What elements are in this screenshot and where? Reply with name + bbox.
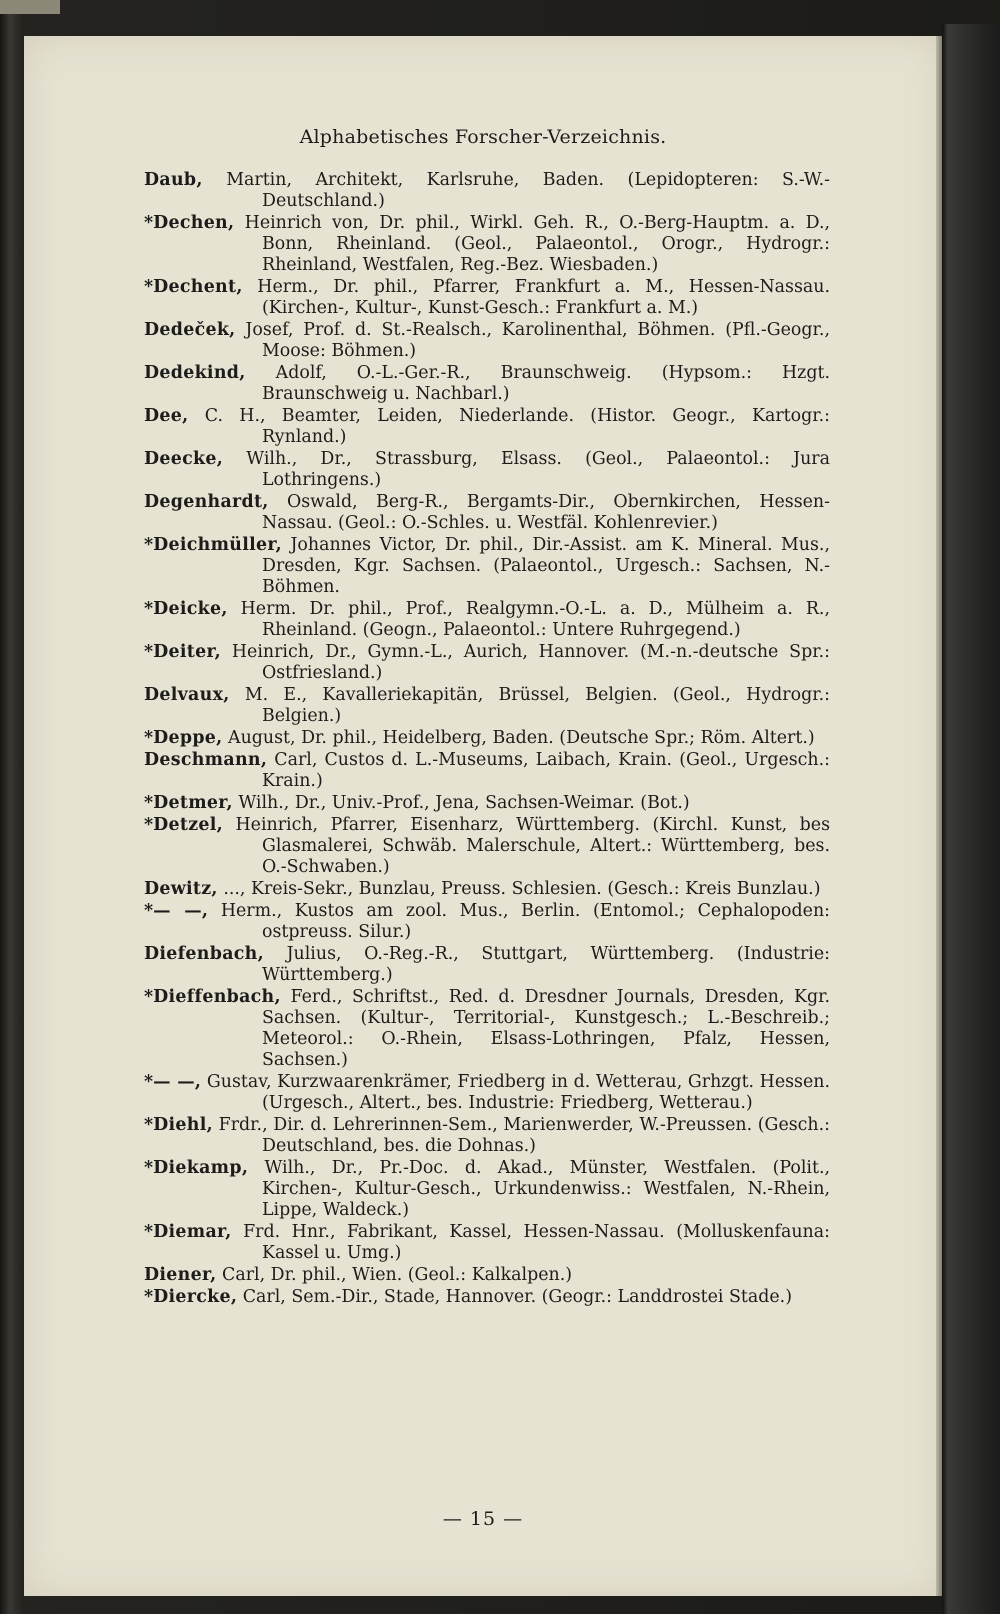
entry-details: Heinrich, Pfarrer, Eisenharz, Württemberg. (Kirchl. Kunst, bes Glasmalerei, Schwäb. Malerschule, Altert.: Württemberg, bes. O.-Schwaben.): [235, 815, 831, 877]
entry-marker: *: [144, 987, 154, 1007]
entry-name: Diener,: [144, 1264, 217, 1285]
entry-name: Dechent,: [153, 276, 243, 297]
entry-name: Dechen,: [153, 213, 235, 233]
directory-entry: [144, 320, 830, 362]
entry-name: Deichmüller,: [153, 534, 282, 555]
entry-details: Herm., Dr. phil., Pfarrer, Frankfurt a. M., Hessen-Nassau. (Kirchen-, Kultur-, Kunst-Gesch.: Frankfurt a. M.): [257, 276, 830, 318]
entry-details: Frdr., Dir. d. Lehrerinnen-Sem., Marienwerder, W.-Preussen. (Gesch.: Deutschland, bes. die Dohnas.): [218, 1114, 830, 1156]
entry-details: Herm., Kustos am zool. Mus., Berlin. (Entomol.; Cephalopoden: ostpreuss. Silur.): [220, 901, 831, 942]
entry-marker: *: [144, 534, 154, 555]
directory-entry: [144, 1287, 830, 1308]
directory-entry: [144, 535, 830, 598]
entry-details: Herm. Dr. phil., Prof., Realgymn.-O.-L. a. D., Mülheim a. R., Rheinland. (Geogn., Palaeontol.: Untere Ruhrgegend.): [240, 598, 830, 640]
running-header: Alphabetisches Forscher-Verzeichnis.: [299, 126, 667, 148]
entry-details: Ferd., Schriftst., Red. d. Dresdner Journals, Dresden, Kgr. Sachsen. (Kultur-, Territorial-, Kunstgesch.; L.-Beschreib.; Meteorol.: O.-Rhein, Elsass-Lothringen, Pfalz, Hessen, Sachsen.): [262, 987, 831, 1070]
directory-entry: [144, 793, 830, 814]
entry-name: — —,: [153, 1071, 202, 1092]
entry-name: Diehl,: [153, 1114, 213, 1135]
entry-name: Dewitz,: [144, 878, 218, 899]
directory-entry: [144, 1158, 830, 1221]
entry-details: Johannes Victor, Dr. phil., Dir.-Assist. am K. Mineral. Mus., Dresden, Kgr. Sachsen. (Palaeontol., Urgesch.: Sachsen, N.-Böhmen.: [262, 534, 830, 597]
entry-details: Carl, Dr. phil., Wien. (Geol.: Kalkalpen.): [222, 1264, 573, 1285]
directory-entry: [144, 213, 830, 276]
directory-entry: [144, 449, 830, 491]
entry-details: August, Dr. phil., Heidelberg, Baden. (Deutsche Spr.; Röm. Altert.): [228, 727, 815, 748]
entry-details: Wilh., Dr., Pr.-Doc. d. Akad., Münster, Westfalen. (Polit., Kirchen-, Kultur-Gesch., Urkundenwiss.: Westfalen, N.-Rhein, Lippe, Waldeck.): [262, 1157, 831, 1220]
entry-details: Frd. Hnr., Fabrikant, Kassel, Hessen-Nassau. (Molluskenfauna: Kassel u. Umg.): [243, 1221, 830, 1263]
entry-name: Deicke,: [153, 598, 228, 619]
book-cover-board: [942, 24, 1000, 1614]
directory-entry: [144, 1265, 830, 1286]
entry-marker: *: [144, 213, 154, 233]
entry-marker: *: [144, 1286, 154, 1307]
directory-entry: [144, 685, 830, 727]
directory-entry: [144, 728, 830, 749]
directory-entry: [144, 277, 830, 319]
directory-entry: [144, 750, 830, 792]
entry-marker: *: [144, 1114, 154, 1135]
entry-marker: *: [144, 1157, 154, 1178]
entry-marker: *: [144, 815, 154, 835]
directory-entry: [144, 1222, 830, 1264]
directory-entry: [144, 901, 830, 943]
book-page: [24, 36, 942, 1596]
entry-name: — —,: [153, 901, 209, 921]
scan-corner-tab: [0, 0, 60, 14]
entry-details: ..., Kreis-Sekr., Bunzlau, Preuss. Schlesien. (Gesch.: Kreis Bunzlau.): [223, 878, 821, 899]
entry-name: Deppe,: [153, 727, 223, 748]
entry-name: Dedekind,: [144, 362, 246, 383]
entry-details: Julius, O.-Reg.-R., Stuttgart, Württemberg. (Industrie: Württemberg.): [262, 944, 831, 985]
entry-name: Dieffenbach,: [153, 987, 281, 1007]
entry-name: Dee,: [144, 405, 189, 426]
directory-entry: [144, 170, 830, 212]
entry-name: Diercke,: [153, 1286, 238, 1307]
entry-name: Detzel,: [153, 815, 223, 835]
directory-entry: [144, 642, 830, 684]
entry-marker: *: [144, 276, 154, 297]
entry-details: Carl, Sem.-Dir., Stade, Hannover. (Geogr.: Landdrostei Stade.): [242, 1286, 792, 1307]
entry-marker: *: [144, 727, 154, 748]
entry-name: Deecke,: [144, 448, 224, 469]
entry-list: [144, 170, 830, 1309]
entry-details: M. E., Kavalleriekapitän, Brüssel, Belgien. (Geol., Hydrogr.: Belgien.): [244, 684, 830, 726]
entry-details: Wilh., Dr., Strassburg, Elsass. (Geol., Palaeontol.: Jura Lothringens.): [246, 448, 830, 490]
entry-details: Josef, Prof. d. St.-Realsch., Karolinenthal, Böhmen. (Pfl.-Geogr., Moose: Böhmen.): [245, 319, 830, 361]
entry-name: Degenhardt,: [144, 491, 269, 512]
directory-entry: [144, 363, 830, 405]
entry-details: Oswald, Berg-R., Bergamts-Dir., Obernkirchen, Hessen-Nassau. (Geol.: O.-Schles. u. Westfäl. Kohlenrevier.): [262, 491, 830, 533]
entry-details: Adolf, O.-L.-Ger.-R., Braunschweig. (Hypsom.: Hzgt. Braunschweig u. Nachbarl.): [262, 362, 830, 404]
directory-entry: [144, 1072, 830, 1114]
entry-name: Daub,: [144, 170, 203, 190]
entry-marker: *: [144, 598, 154, 619]
entry-details: C. H., Beamter, Leiden, Niederlande. (Histor. Geogr., Kartogr.: Rynland.): [204, 405, 831, 447]
entry-marker: *: [144, 1071, 154, 1092]
directory-entry: [144, 944, 830, 986]
directory-entry: [144, 879, 830, 900]
directory-entry: [144, 599, 830, 641]
entry-name: Dedeček,: [144, 319, 236, 340]
directory-entry: [144, 815, 830, 878]
entry-marker: *: [144, 792, 154, 813]
entry-marker: *: [144, 641, 154, 662]
directory-entry: [144, 406, 830, 448]
entry-details: Carl, Custos d. L.-Museums, Laibach, Krain. (Geol., Urgesch.: Krain.): [262, 749, 830, 791]
entry-details: Heinrich von, Dr. phil., Wirkl. Geh. R., O.-Berg-Hauptm. a. D., Bonn, Rheinland. (Geol., Palaeontol., Orogr., Hydrogr.: Rheinland, Westfalen, Reg.-Bez. Wiesbaden.): [244, 213, 831, 275]
entry-name: Diemar,: [153, 1221, 232, 1242]
directory-entry: [144, 492, 830, 534]
entry-name: Delvaux,: [144, 684, 230, 705]
entry-name: Deschmann,: [144, 749, 268, 770]
entry-name: Detmer,: [153, 792, 233, 813]
entry-name: Deiter,: [153, 641, 222, 662]
directory-entry: [144, 987, 830, 1071]
entry-details: Wilh., Dr., Univ.-Prof., Jena, Sachsen-Weimar. (Bot.): [238, 792, 690, 813]
entry-name: Diefenbach,: [144, 944, 264, 964]
entry-name: Diekamp,: [153, 1157, 249, 1178]
page-number: — 15 —: [442, 1508, 524, 1530]
entry-marker: *: [144, 1221, 154, 1242]
entry-details: Gustav, Kurzwaarenkrämer, Friedberg in d. Wetterau, Grhzgt. Hessen. (Urgesch., Altert., bes. Industrie: Friedberg, Wetterau.): [206, 1071, 831, 1113]
entry-details: Martin, Architekt, Karlsruhe, Baden. (Lepidopteren: S.-W.-Deutschland.): [226, 170, 831, 211]
entry-details: Heinrich, Dr., Gymn.-L., Aurich, Hannover. (M.-n.-deutsche Spr.: Ostfriesland.): [231, 641, 830, 683]
directory-entry: [144, 1115, 830, 1157]
entry-marker: *: [144, 901, 154, 921]
